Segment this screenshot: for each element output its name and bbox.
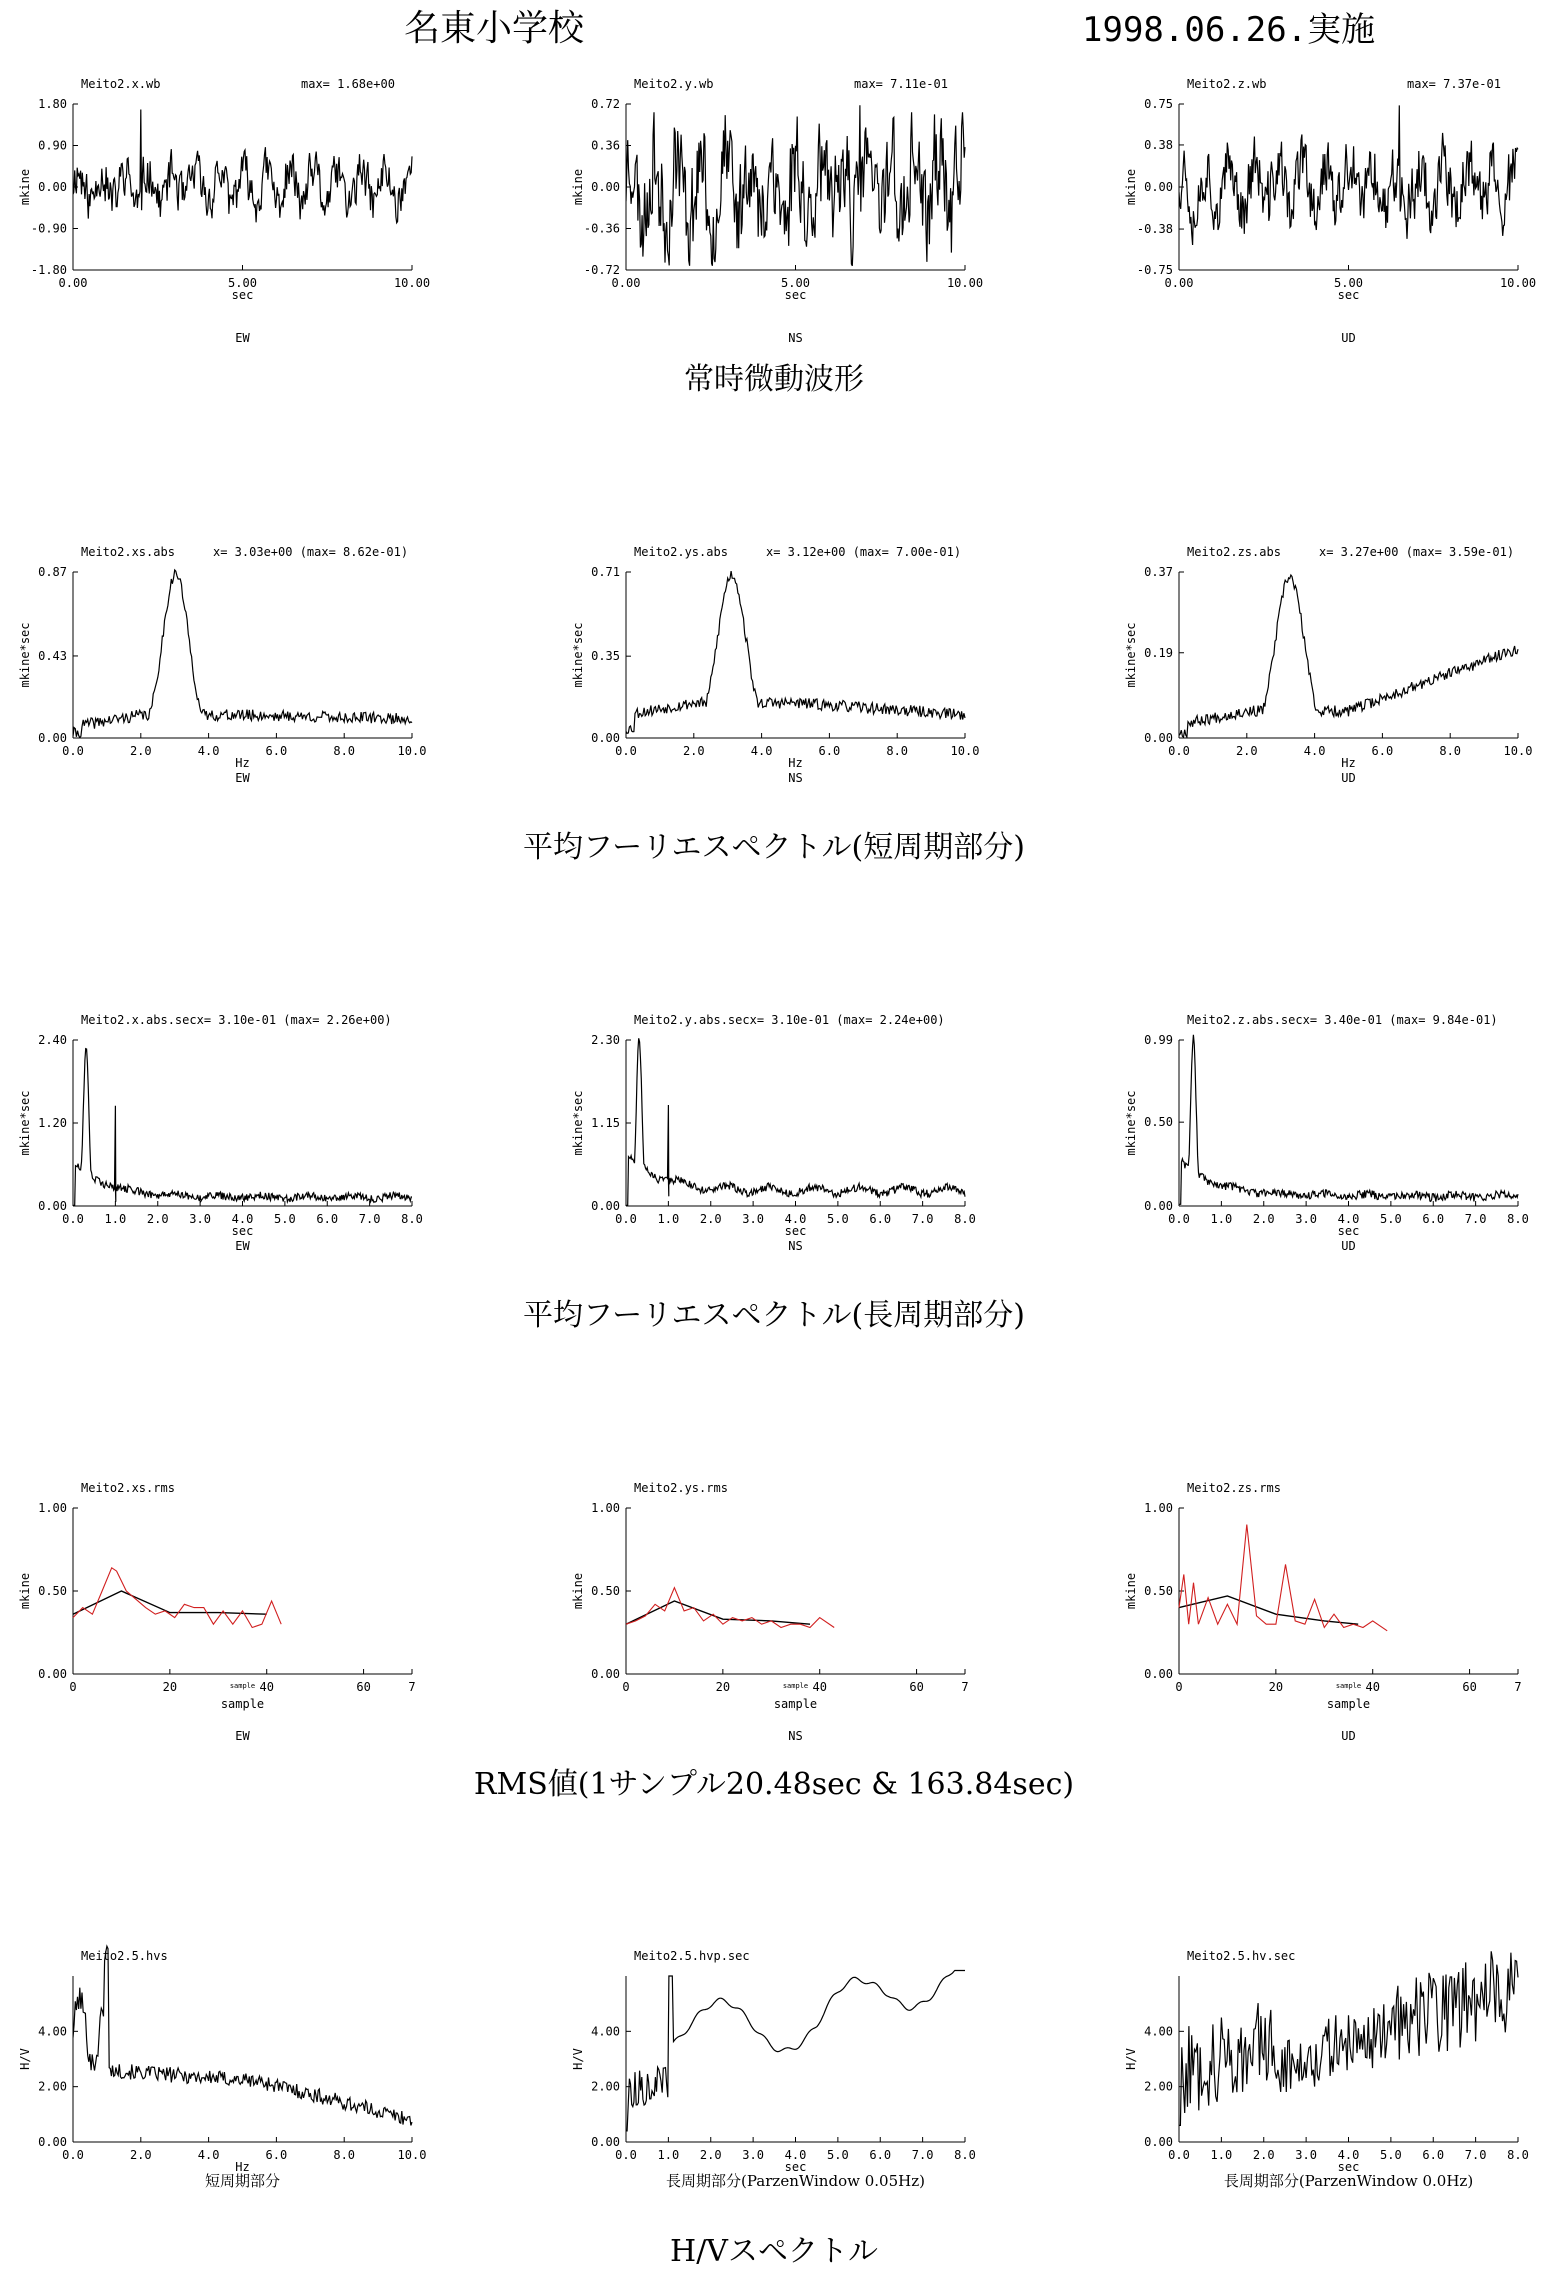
x-tick-label: 6.0 [818,744,841,758]
y-tick-label: 0.00 [1144,180,1173,194]
x-axis-label: sample [773,1697,818,1711]
y-tick-label: 2.40 [38,1033,67,1047]
x-axis-label: sec [784,2160,807,2174]
x-tick-label: 5.0 [1380,1212,1402,1226]
y-tick-label: 1.00 [1144,1501,1173,1515]
chart-title: Meito2.xs.rms [81,1481,175,1495]
series-line [1179,105,1518,245]
x-tick-label: 10.0 [397,2148,427,2162]
chart-info: max= 7.37e-01 [1407,77,1501,91]
x-axis-label: sec [1337,2160,1360,2174]
y-tick-label: 2.00 [38,2079,67,2094]
x-tick-label: 2.0 [129,2148,152,2162]
chart-13 [3,1936,462,2212]
chart-title: Meito2.x.wb [81,77,161,91]
x-tick-label: 0 [1175,1680,1183,1694]
x-tick-label: 5.00 [781,276,810,290]
chart-caption: EW [235,1729,250,1743]
chart-caption: NS [788,1239,803,1253]
x-tick-label: 8.0 [333,2148,356,2162]
x-tick-label: 8.0 [1507,2148,1529,2162]
y-tick-label: 0.00 [591,180,620,194]
y-tick-label: 2.00 [591,2079,620,2094]
x-tick-label: 10.00 [393,276,431,290]
y-axis-label: H/V [571,2048,585,2070]
x-tick-label: 3.0 [1295,1212,1317,1226]
y-tick-label: 1.15 [591,1116,620,1130]
y-tick-label: 0.72 [591,97,620,111]
x-axis-sublabel: sample [782,1682,809,1690]
section-title-short-period-spectrum: 平均フーリエスペクトル(短周期部分) [523,830,1025,865]
x-tick-label: 10.0 [1503,744,1533,758]
x-tick-label: 7.0 [358,1212,381,1226]
x-tick-label: 5.0 [1380,2148,1402,2162]
x-tick-label: 1.0 [657,2148,680,2162]
chart-caption: UD [1341,1729,1356,1743]
y-tick-label: 0.90 [38,138,67,153]
x-tick-label: 0.00 [611,276,641,290]
chart-title: Meito2.zs.rms [1187,1481,1281,1495]
x-tick-label: 10.0 [397,744,427,758]
chart-10 [3,1468,462,1744]
x-tick-label: 0.0 [615,1212,637,1226]
x-tick-label: 4.0 [1337,2148,1360,2162]
x-axis-label: sample [1326,1697,1371,1711]
chart-14 [556,1936,1015,2212]
chart-4 [3,532,462,808]
x-tick-label: 6.0 [1371,744,1394,758]
y-tick-label: 0.87 [38,565,67,579]
y-axis-label: mkine [571,1572,585,1610]
y-tick-label: -0.90 [30,221,67,236]
y-tick-label: 0.36 [591,138,620,153]
x-tick-label: 40 [812,1680,827,1694]
y-tick-label: 0.00 [591,1199,620,1213]
y-axis-label: mkine*sec [18,1090,32,1156]
x-tick-label: 6.0 [265,744,288,758]
y-axis-label: mkine*sec [1124,1090,1138,1156]
chart-title: Meito2.5.hvp.sec [634,1949,750,1963]
y-tick-label: 1.80 [38,97,67,111]
x-tick-label: 2.0 [129,744,152,758]
x-tick-label: 3.0 [189,1212,211,1226]
series-line [626,571,965,733]
x-tick-label: 8.0 [1507,1212,1529,1226]
x-tick-label: 7.0 [1464,1212,1487,1226]
x-tick-label: 2.0 [699,2148,722,2162]
x-tick-label: 4.0 [1303,744,1326,758]
chart-info: max= 1.68e+00 [301,77,395,91]
series-line [73,570,412,738]
x-axis-label: Hz [235,2160,250,2174]
y-axis-label: mkine [1124,1572,1138,1610]
y-tick-label: 0.19 [1144,645,1173,660]
section-title-hv-spectrum: H/Vスペクトル [670,2234,878,2269]
y-tick-label: 1.00 [591,1501,620,1515]
section-title-rms: RMS値(1サンプル20.48sec & 163.84sec) [473,1767,1075,1802]
x-tick-label: 0.0 [615,744,637,758]
chart-caption: UD [1341,771,1356,785]
y-tick-label: 2.00 [1144,2079,1173,2094]
x-axis-label: Hz [235,756,250,770]
chart-5 [556,532,1015,808]
y-tick-label: 0.50 [1144,1115,1173,1130]
x-tick-label: 8.0 [954,2148,976,2162]
x-tick-label: 7 [1514,1680,1522,1694]
y-tick-label: 0.00 [1144,731,1173,745]
series-line [1179,1035,1518,1205]
chart-12 [1109,1468,1548,1744]
y-axis-label: H/V [1124,2048,1138,2070]
series-line-20.48sec [626,1588,834,1628]
x-axis-sublabel: sample [229,1682,256,1690]
y-tick-label: 0.00 [38,180,67,194]
chart-info: max= 7.11e-01 [854,77,948,91]
series-line-163.84sec [1179,1596,1358,1624]
chart-title: Meito2.5.hv.sec [1187,1949,1296,1963]
x-tick-label: 8.0 [886,744,909,758]
x-tick-label: 4.0 [784,1212,807,1226]
x-tick-label: 8.0 [333,744,356,758]
school-name: 名東小学校 [404,8,585,49]
x-tick-label: 7.0 [911,2148,934,2162]
chart-title: Meito2.5.hvs [81,1949,168,1963]
x-tick-label: 0.0 [615,2148,637,2162]
y-tick-label: 0.00 [1144,1667,1173,1681]
series-line [1179,575,1518,737]
x-tick-label: 2.0 [1252,1212,1275,1226]
y-tick-label: -0.72 [583,263,620,277]
y-axis-label: mkine*sec [18,622,32,688]
x-tick-label: 8.0 [1439,744,1462,758]
y-tick-label: 0.00 [591,1667,620,1681]
x-tick-label: 4.0 [750,744,773,758]
section-title-long-period-spectrum: 平均フーリエスペクトル(長周期部分) [523,1298,1025,1333]
y-axis-label: mkine [1124,168,1138,206]
series-line [73,110,412,223]
chart-caption: 長周期部分(ParzenWindow 0.0Hz) [1223,2172,1474,2190]
chart-title: Meito2.z.wb [1187,77,1267,91]
x-tick-label: 6.0 [869,2148,892,2162]
x-tick-label: 5.00 [1334,276,1363,290]
chart-9 [1109,1000,1548,1276]
x-tick-label: 2.0 [1235,744,1258,758]
x-tick-label: 6.0 [869,1212,892,1226]
x-axis-label: sec [1337,1224,1360,1238]
chart-title: Meito2.x.abs.secx= 3.10e-01 (max= 2.26e+00) [81,1013,392,1027]
chart-title: Meito2.xs.abs [81,545,175,559]
y-tick-label: 0.37 [1144,565,1173,579]
x-tick-label: 2.0 [1252,2148,1275,2162]
series-line [626,1971,965,2131]
y-tick-label: 0.50 [591,1584,620,1598]
y-tick-label: 0.00 [1144,1199,1173,1213]
x-tick-label: 0.0 [62,2148,84,2162]
y-tick-label: 0.38 [1144,137,1173,152]
x-tick-label: 5.0 [274,1212,296,1226]
y-tick-label: 0.71 [591,565,620,579]
x-tick-label: 0.0 [62,1212,84,1226]
x-tick-label: 20 [162,1680,178,1694]
x-axis-label: sec [784,288,807,302]
y-axis-label: mkine*sec [1124,622,1138,688]
chart-caption: UD [1341,1239,1356,1253]
x-tick-label: 0 [69,1680,77,1694]
x-tick-label: 2.0 [699,1212,722,1226]
series-line-163.84sec [73,1591,267,1614]
y-tick-label: 0.50 [1144,1584,1173,1598]
chart-caption: NS [788,771,803,785]
x-tick-label: 6.0 [316,1212,339,1226]
x-tick-label: 5.0 [827,2148,849,2162]
chart-11 [556,1468,1015,1744]
chart-6 [1109,532,1548,808]
x-tick-label: 3.0 [742,2148,764,2162]
x-tick-label: 10.0 [950,744,980,758]
x-tick-label: 60 [356,1680,371,1694]
y-tick-label: 4.00 [1144,2024,1173,2039]
x-tick-label: 6.0 [1422,2148,1445,2162]
chart-3 [1109,64,1548,345]
x-tick-label: 3.0 [1295,2148,1317,2162]
x-tick-label: 3.0 [742,1212,764,1226]
y-tick-label: -1.80 [30,263,67,277]
x-tick-label: 7.0 [911,1212,934,1226]
x-tick-label: 0.0 [1168,1212,1190,1226]
chart-info: x= 3.03e+00 (max= 8.62e-01) [213,545,409,559]
series-line-20.48sec [73,1568,281,1628]
chart-caption: UD [1341,331,1356,345]
series-line [626,105,965,266]
y-tick-label: 1.20 [38,1116,67,1130]
x-axis-label: sec [1337,288,1360,302]
x-tick-label: 0.00 [58,276,88,290]
x-tick-label: 10.00 [1499,276,1537,290]
x-tick-label: 4.0 [197,744,220,758]
x-tick-label: 7.0 [1464,2148,1487,2162]
series-line [1179,1951,1518,2125]
chart-caption: EW [235,1239,250,1253]
x-tick-label: 1.0 [657,1212,680,1226]
x-tick-label: 5.0 [827,1212,849,1226]
y-tick-label: 0.50 [38,1584,67,1598]
chart-title: Meito2.ys.rms [634,1481,728,1495]
chart-info: x= 3.12e+00 (max= 7.00e-01) [766,545,962,559]
x-tick-label: 10.00 [946,276,984,290]
x-axis-label: Hz [1341,756,1356,770]
series-line [626,1038,965,1205]
y-tick-label: 1.00 [38,1501,67,1515]
chart-title: Meito2.y.abs.secx= 3.10e-01 (max= 2.24e+00) [634,1013,945,1027]
x-tick-label: 1.0 [1210,1212,1233,1226]
x-axis-label: Hz [788,756,803,770]
y-tick-label: 0.75 [1144,97,1173,111]
y-axis-label: mkine*sec [571,622,585,688]
x-tick-label: 4.0 [1337,1212,1360,1226]
y-tick-label: -0.36 [583,221,620,236]
chart-1 [3,64,462,345]
x-tick-label: 1.0 [1210,2148,1233,2162]
survey-date: 1998.06.26.実施 [1082,10,1376,50]
y-tick-label: -0.75 [1136,263,1173,277]
y-tick-label: 0.99 [1144,1033,1173,1047]
series-line [73,1049,412,1206]
section-title-waveform: 常時微動波形 [684,362,864,397]
x-tick-label: 7 [408,1680,416,1694]
y-tick-label: 2.30 [591,1033,620,1047]
x-tick-label: 0.0 [1168,2148,1190,2162]
x-tick-label: 0.0 [1168,744,1190,758]
x-tick-label: 2.0 [146,1212,169,1226]
y-tick-label: 0.00 [38,1199,67,1213]
chart-15 [1109,1936,1548,2212]
x-tick-label: 4.0 [231,1212,254,1226]
chart-caption: EW [235,771,250,785]
y-axis-label: mkine [18,168,32,206]
x-tick-label: 8.0 [401,1212,423,1226]
y-axis-label: mkine [571,168,585,206]
x-tick-label: 7 [961,1680,969,1694]
x-tick-label: 6.0 [265,2148,288,2162]
y-tick-label: 4.00 [38,2024,67,2039]
y-tick-label: -0.38 [1136,222,1173,237]
x-tick-label: 0.00 [1164,276,1194,290]
y-tick-label: 0.00 [38,731,67,745]
x-axis-label: sec [784,1224,807,1238]
chart-caption: EW [235,331,250,345]
y-axis-label: mkine [18,1572,32,1610]
chart-7 [3,1000,462,1276]
x-tick-label: 1.0 [104,1212,127,1226]
y-tick-label: 0.43 [38,648,67,663]
x-tick-label: 8.0 [954,1212,976,1226]
chart-title: Meito2.ys.abs [634,545,728,559]
x-tick-label: 2.0 [682,744,705,758]
x-tick-label: 0 [622,1680,630,1694]
series-line-163.84sec [626,1601,810,1624]
x-tick-label: 4.0 [197,2148,220,2162]
x-axis-label: sec [231,1224,254,1238]
x-tick-label: 5.00 [228,276,257,290]
series-line [73,1946,412,2125]
chart-2 [556,64,1015,345]
y-tick-label: 0.00 [591,731,620,745]
y-tick-label: 0.00 [38,2135,67,2149]
chart-8 [556,1000,1015,1276]
y-tick-label: 0.35 [591,649,620,664]
y-tick-label: 4.00 [591,2024,620,2039]
x-axis-label: sec [231,288,254,302]
chart-caption: NS [788,331,803,345]
x-tick-label: 4.0 [784,2148,807,2162]
chart-info: x= 3.27e+00 (max= 3.59e-01) [1319,545,1515,559]
y-tick-label: 0.00 [1144,2135,1173,2149]
y-tick-label: 0.00 [38,1667,67,1681]
chart-title: Meito2.y.wb [634,77,714,91]
y-axis-label: mkine*sec [571,1090,585,1156]
x-axis-label: sample [220,1697,265,1711]
chart-title: Meito2.zs.abs [1187,545,1281,559]
x-tick-label: 20 [1268,1680,1284,1694]
chart-caption: 長周期部分(ParzenWindow 0.05Hz) [666,2172,925,2190]
x-tick-label: 40 [1365,1680,1380,1694]
chart-title: Meito2.z.abs.secx= 3.40e-01 (max= 9.84e-01) [1187,1013,1498,1027]
x-axis-sublabel: sample [1335,1682,1362,1690]
y-axis-label: H/V [18,2048,32,2070]
x-tick-label: 40 [259,1680,274,1694]
x-tick-label: 60 [1462,1680,1477,1694]
x-tick-label: 60 [909,1680,924,1694]
chart-caption: NS [788,1729,803,1743]
x-tick-label: 20 [715,1680,731,1694]
y-tick-label: 0.00 [591,2135,620,2149]
chart-caption: 短周期部分 [204,2172,281,2190]
x-tick-label: 0.0 [62,744,84,758]
x-tick-label: 6.0 [1422,1212,1445,1226]
